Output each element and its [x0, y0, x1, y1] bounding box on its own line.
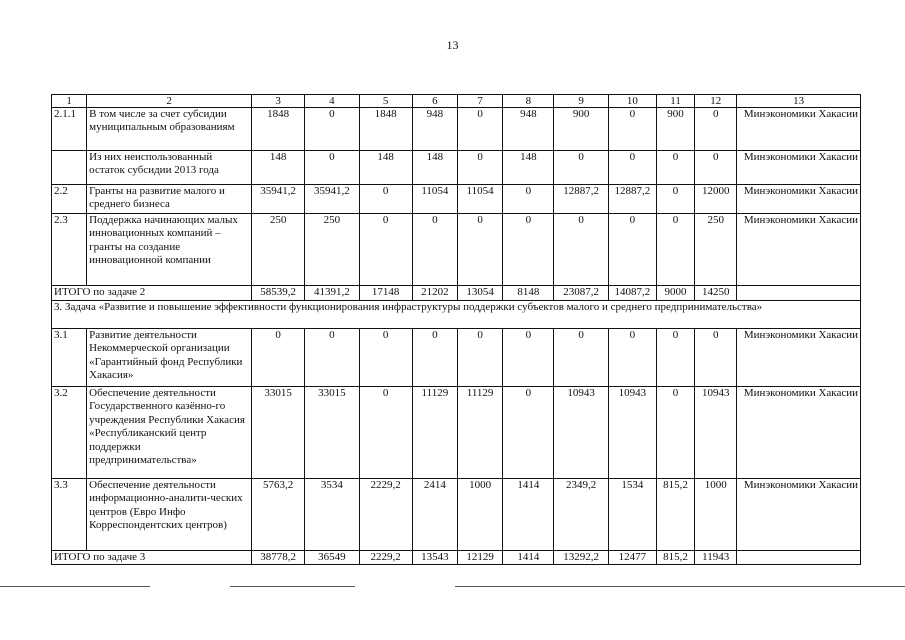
value-cell: 1848: [359, 108, 412, 151]
header-cell: 9: [554, 95, 608, 108]
value-cell: 0: [656, 185, 694, 214]
value-cell: 3534: [305, 479, 359, 551]
value-cell: 10943: [695, 387, 737, 479]
responsible-cell: Минэкономики Хакасии: [737, 387, 861, 479]
value-cell: 33015: [251, 387, 304, 479]
value-cell: 2414: [412, 479, 457, 551]
value-cell: 12887,2: [608, 185, 656, 214]
item-name: Из них неиспользованный остаток субсидии 2013 года: [87, 151, 252, 185]
item-code: 3.3: [52, 479, 87, 551]
value-cell: 0: [656, 214, 694, 286]
total-value: 13543: [412, 551, 457, 565]
header-cell: 12: [695, 95, 737, 108]
responsible-cell: Минэкономики Хакасии: [737, 151, 861, 185]
item-code: 3.2: [52, 387, 87, 479]
total-label: ИТОГО по задаче 2: [52, 286, 252, 301]
value-cell: 0: [608, 108, 656, 151]
total-value: 21202: [412, 286, 457, 301]
footer-rule-left: [0, 586, 150, 587]
value-cell: 0: [457, 214, 502, 286]
item-name: Обеспечение деятельности информационно-аналити-ческих центров (Евро Инфо Корреспондентских центров): [87, 479, 252, 551]
table-row: [52, 479, 861, 551]
value-cell: 148: [359, 151, 412, 185]
item-code: 2.3: [52, 214, 87, 286]
header-cell: 10: [608, 95, 656, 108]
total-value: 815,2: [656, 551, 694, 565]
item-name: Поддержка начинающих малых инновационных компаний – гранты на создание инновационной компании: [87, 214, 252, 286]
value-cell: 1848: [251, 108, 304, 151]
total-row: [52, 551, 861, 565]
value-cell: 11054: [457, 185, 502, 214]
value-cell: 0: [656, 387, 694, 479]
value-cell: 0: [503, 329, 554, 387]
table-row: [52, 185, 861, 214]
total-value: 13054: [457, 286, 502, 301]
value-cell: 12887,2: [554, 185, 608, 214]
value-cell: 948: [503, 108, 554, 151]
value-cell: 0: [359, 185, 412, 214]
value-cell: 33015: [305, 387, 359, 479]
value-cell: 0: [359, 387, 412, 479]
value-cell: 0: [305, 108, 359, 151]
value-cell: 0: [503, 214, 554, 286]
responsible-cell: Минэкономики Хакасии: [737, 479, 861, 551]
total-label: ИТОГО по задаче 3: [52, 551, 252, 565]
value-cell: 0: [359, 214, 412, 286]
header-cell: 7: [457, 95, 502, 108]
total-value: 13292,2: [554, 551, 608, 565]
header-cell: 11: [656, 95, 694, 108]
value-cell: 250: [305, 214, 359, 286]
value-cell: 0: [695, 329, 737, 387]
value-cell: 1414: [503, 479, 554, 551]
total-value: 36549: [305, 551, 359, 565]
value-cell: 0: [412, 329, 457, 387]
header-cell: 5: [359, 95, 412, 108]
total-value: 1414: [503, 551, 554, 565]
header-cell: 6: [412, 95, 457, 108]
total-row: [52, 286, 861, 301]
value-cell: 0: [412, 214, 457, 286]
header-cell: 13: [737, 95, 861, 108]
total-value: 12129: [457, 551, 502, 565]
value-cell: 0: [503, 185, 554, 214]
value-cell: 10943: [554, 387, 608, 479]
value-cell: 35941,2: [251, 185, 304, 214]
item-code: [52, 151, 87, 185]
total-value: 14250: [695, 286, 737, 301]
responsible-cell: Минэкономики Хакасии: [737, 185, 861, 214]
item-name: В том числе за счет субсидии муниципальным образованиям: [87, 108, 252, 151]
footer-rule-right: [455, 586, 905, 587]
total-value: 9000: [656, 286, 694, 301]
value-cell: 35941,2: [305, 185, 359, 214]
section-row: [52, 301, 861, 329]
item-code: 3.1: [52, 329, 87, 387]
value-cell: 948: [412, 108, 457, 151]
item-name: Гранты на развитие малого и среднего бизнеса: [87, 185, 252, 214]
value-cell: 250: [695, 214, 737, 286]
value-cell: 0: [695, 151, 737, 185]
responsible-cell: Минэкономики Хакасии: [737, 329, 861, 387]
program-table: [51, 94, 861, 565]
responsible-cell: [737, 551, 861, 565]
total-value: 17148: [359, 286, 412, 301]
table-row: [52, 214, 861, 286]
table-row: [52, 151, 861, 185]
value-cell: 11129: [457, 387, 502, 479]
total-value: 12477: [608, 551, 656, 565]
value-cell: 0: [457, 108, 502, 151]
table-row: [52, 329, 861, 387]
value-cell: 0: [608, 329, 656, 387]
header-cell: 8: [503, 95, 554, 108]
value-cell: 250: [251, 214, 304, 286]
value-cell: 0: [457, 329, 502, 387]
value-cell: 900: [656, 108, 694, 151]
value-cell: 0: [359, 329, 412, 387]
value-cell: 5763,2: [251, 479, 304, 551]
responsible-cell: Минэкономики Хакасии: [737, 214, 861, 286]
value-cell: 0: [554, 151, 608, 185]
value-cell: 900: [554, 108, 608, 151]
value-cell: 1000: [695, 479, 737, 551]
item-code: 2.2: [52, 185, 87, 214]
page-number: 13: [446, 38, 459, 52]
value-cell: 0: [608, 151, 656, 185]
table-row: [52, 108, 861, 151]
value-cell: 10943: [608, 387, 656, 479]
section-title: 3. Задача «Развитие и повышение эффективности функционирования инфраструктуры поддержки субъектов малого и среднего предпринимательства»: [52, 301, 861, 329]
value-cell: 148: [251, 151, 304, 185]
value-cell: 0: [305, 329, 359, 387]
header-cell: 3: [251, 95, 304, 108]
value-cell: 815,2: [656, 479, 694, 551]
total-value: 14087,2: [608, 286, 656, 301]
total-value: 11943: [695, 551, 737, 565]
responsible-cell: [737, 286, 861, 301]
item-name: Обеспечение деятельности Государственного казённо-го учреждения Республики Хакасия «Республиканский центр поддержки предпринимательства»: [87, 387, 252, 479]
value-cell: 0: [305, 151, 359, 185]
value-cell: 0: [503, 387, 554, 479]
total-value: 58539,2: [251, 286, 304, 301]
value-cell: 12000: [695, 185, 737, 214]
responsible-cell: Минэкономики Хакасии: [737, 108, 861, 151]
value-cell: 11054: [412, 185, 457, 214]
value-cell: 2229,2: [359, 479, 412, 551]
header-cell: 2: [87, 95, 252, 108]
total-value: 23087,2: [554, 286, 608, 301]
total-value: 38778,2: [251, 551, 304, 565]
value-cell: 148: [503, 151, 554, 185]
value-cell: 0: [608, 214, 656, 286]
value-cell: 1534: [608, 479, 656, 551]
header-cell: 4: [305, 95, 359, 108]
table-row: [52, 387, 861, 479]
footer-rule-mid: [230, 586, 355, 587]
value-cell: 11129: [412, 387, 457, 479]
total-value: 2229,2: [359, 551, 412, 565]
item-code: 2.1.1: [52, 108, 87, 151]
value-cell: 0: [554, 214, 608, 286]
total-value: 41391,2: [305, 286, 359, 301]
value-cell: 0: [695, 108, 737, 151]
value-cell: 0: [457, 151, 502, 185]
total-value: 8148: [503, 286, 554, 301]
value-cell: 1000: [457, 479, 502, 551]
header-row: [52, 95, 861, 108]
value-cell: 0: [656, 151, 694, 185]
item-name: Развитие деятельности Некоммерческой организации «Гарантийный фонд Республики Хакасия»: [87, 329, 252, 387]
value-cell: 148: [412, 151, 457, 185]
value-cell: 0: [554, 329, 608, 387]
value-cell: 2349,2: [554, 479, 608, 551]
value-cell: 0: [656, 329, 694, 387]
header-cell: 1: [52, 95, 87, 108]
value-cell: 0: [251, 329, 304, 387]
